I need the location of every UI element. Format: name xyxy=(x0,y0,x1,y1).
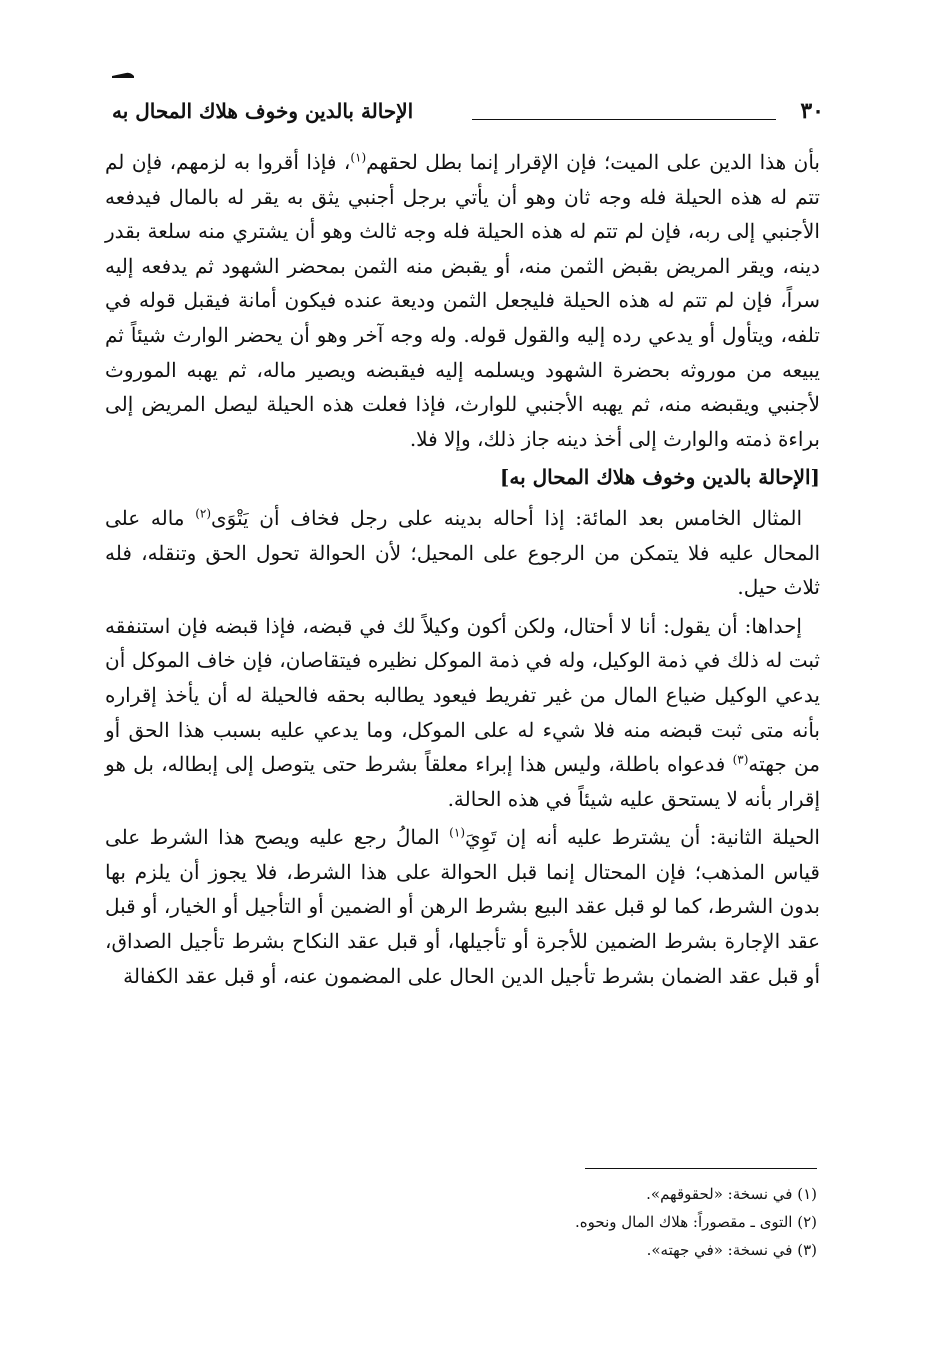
paragraph-3-rest: فدعواه باطلة، وليس هذا إبراء معلقاً بشرط حتى يتوصل إلى إبطاله، بل هو إقرار بأنه لا يستحق عليه شيئاً في هذه الحالة. xyxy=(105,752,820,811)
paragraph-2-rest: ماله على المحال عليه فلا يتمكن من الرجوع على المحيل؛ لأن الحوالة تحول الحق وتنقله، فله ثلاث حيل. xyxy=(105,505,820,600)
footnote-3: (٣) في نسخة: «في جهته». xyxy=(646,1241,817,1259)
footnote-ref-1: (١) xyxy=(350,150,367,165)
paragraph-2-text: المثال الخامس بعد المائة: إذا أحاله بدينه على رجل فخاف أن يَتْوَى xyxy=(211,505,802,530)
paragraph-4 xyxy=(105,820,820,993)
main-text xyxy=(105,145,820,997)
footnote-rule xyxy=(585,1168,817,1169)
footnote-1: (١) في نسخة: «لحقوقهم». xyxy=(646,1185,817,1203)
footnote-ref-3: (٣) xyxy=(732,752,749,767)
footnote-ref-2: (٢) xyxy=(195,506,212,521)
header-rule xyxy=(472,119,776,120)
paragraph-1 xyxy=(105,145,820,456)
paragraph-1-rest: ، فإذا أقروا به لزمهم، فإن لم تتم له هذه الحيلة فله وجه ثان وهو أن يأتي برجل أجنبي يثق به يقر له بالمال فيدفعه الأجنبي إلى ربه، فإن لم تتم له هذه الحيلة فله وجه ثالث وهو أن يشتري منه سلعة بقدر دينه، ويقر المريض بقبض الثمن منه، أو يقبض منه الثمن بمحضر الشهود ثم يدفعه إليه سراً، فإن لم تتم له هذه الحيلة فليجعل الثمن وديعة عنده فيكون أمانة فيقبل قوله في تلفه، ويتأول أو يدعي رده إليه والقول قوله. وله وجه آخر وهو أن يحضر الوارث شيئاً ثم يبيعه من موروثه بحضرة الشهود ويسلمه إليه فيقبضه ويصير ماله، ثم يهبه الموروث لأجنبي ويقبضه منه، ثم يهبه الأجنبي للوارث، فإذا فعلت هذه الحيلة ليصل المريض إلى براءة ذمته والوارث إلى أخذ دينه جاز ذلك، وإلا فلا. xyxy=(105,150,820,451)
page-number: ٣٠ xyxy=(800,98,824,124)
paragraph-3-text: إحداها: أن يقول: أنا لا أحتال، ولكن أكون وكيلاً لك في قبضه، فإذا قبضه فإن استنفقه ثبت له ذلك في ذمة الوكيل، وله في ذمة الموكل نظيره فيتقاصان، فإن خاف الموكل أن يدعي الوكيل ضياع المال من غير تفريط فيعود يطالبه بحقه فالحيلة له أن يأخذ إقراره بأنه متى ثبت قبضه منه فلا شيء له على الموكل، وما يدعي عليه بسبب هذا الحق أو من جهته xyxy=(105,613,820,777)
footnote-ref-4: (١) xyxy=(449,825,465,840)
page-corner-mark xyxy=(112,70,134,78)
footnote-2: (٢) التوى ـ مقصوراً: هلاك المال ونحوه. xyxy=(575,1213,817,1231)
footnotes xyxy=(300,1180,817,1264)
paragraph-4-text: الحيلة الثانية: أن يشترط عليه أنه إن تَوِيَ xyxy=(465,825,820,850)
paragraph-4-rest: المالُ رجع عليه ويصح هذا الشرط على قياس المذهب؛ فإن المحتال إنما قبل الحوالة على هذا الشرط، فلا يجوز أن يلزم بها بدون الشرط، كما لو قبل عقد البيع بشرط الرهن أو الضمين أو التأجيل أو الخيار، أو قبل عقد الإجارة بشرط الضمين للأجرة أو تأجيلها، أو قبل عقد النكاح بشرط تأجيل الصداق، أو قبل عقد الضمان بشرط تأجيل الدين الحال على المضمون عنه، أو قبل عقد الكفالة xyxy=(105,825,820,988)
paragraph-2 xyxy=(105,501,820,605)
paragraph-1-text: بأن هذا الدين على الميت؛ فإن الإقرار إنما بطل لحقهم xyxy=(366,150,820,174)
paragraph-3 xyxy=(105,609,820,817)
section-heading: [الإحالة بالدين وخوف هلاك المحال به] xyxy=(499,465,820,490)
running-title: الإحالة بالدين وخوف هلاك المحال به xyxy=(112,99,414,123)
running-header xyxy=(112,96,824,130)
